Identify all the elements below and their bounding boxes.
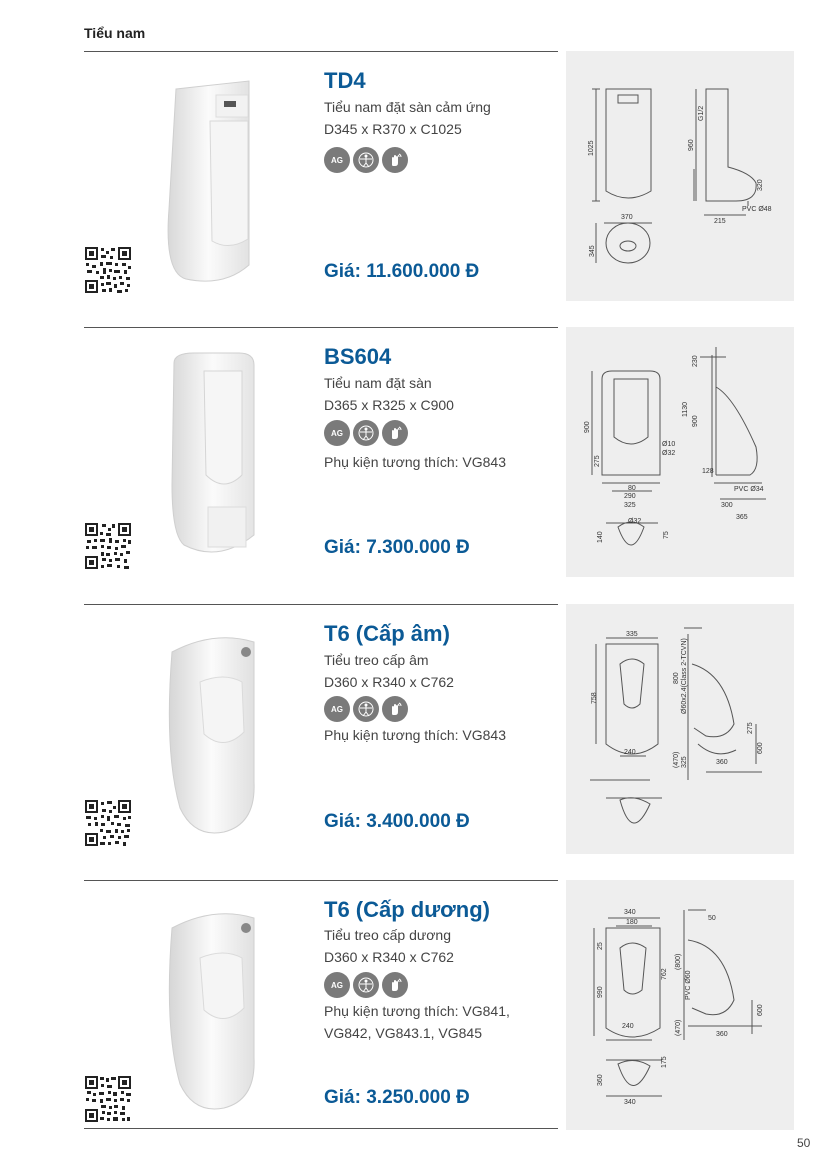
compatible-accessories-line1: Phụ kiện tương thích: VG841, — [324, 1003, 510, 1019]
antibacterial-ag-icon: AG — [324, 972, 350, 998]
compatible-accessories: Phụ kiện tương thích: VG843 — [324, 454, 506, 470]
vitruvian-icon — [353, 147, 379, 173]
dim-label: 275 — [747, 722, 754, 734]
feature-icons — [324, 147, 408, 173]
antibacterial-ag-icon: AG — [324, 696, 350, 722]
sensor-hand-icon — [382, 696, 408, 722]
dim-label: (800) — [675, 953, 682, 970]
dim-label: 215 — [714, 218, 726, 225]
dim-label: 140 — [597, 531, 604, 543]
dim-label: 340 — [624, 1099, 636, 1106]
dim-label: 365 — [736, 514, 748, 521]
product-photo — [124, 888, 324, 1124]
product-type: Tiểu nam đặt sàn cảm ứng — [324, 99, 491, 115]
dim-label: Ø32 — [662, 450, 676, 457]
compatible-accessories: Phụ kiện tương thích: VG843 — [324, 727, 506, 743]
product-price: Giá: 7.300.000 Đ — [324, 537, 470, 558]
divider — [84, 604, 558, 605]
technical-drawing — [566, 327, 794, 577]
technical-drawing — [566, 51, 794, 301]
sensor-hand-icon — [382, 147, 408, 173]
dim-label: 240 — [624, 749, 636, 756]
dim-label: 990 — [597, 986, 604, 998]
dim-label: 900 — [692, 415, 699, 427]
dim-label: Ø10 — [662, 441, 676, 448]
dim-label: 600 — [757, 742, 764, 754]
dim-label: 960 — [688, 139, 695, 151]
vitruvian-icon — [353, 420, 379, 446]
dim-label: 1130 — [682, 401, 689, 417]
product-photo — [124, 335, 324, 571]
product-description — [324, 372, 454, 416]
antibacterial-ag-icon: AG — [324, 420, 350, 446]
dim-label: 175 — [661, 1056, 668, 1068]
dim-label: 320 — [757, 179, 764, 191]
product-card-td4 — [84, 51, 794, 303]
product-type: Tiểu treo cấp dương — [324, 927, 451, 943]
dim-label: 360 — [597, 1074, 604, 1086]
dim-label: 300 — [721, 502, 733, 509]
compatible-accessories — [324, 1000, 510, 1044]
technical-drawing — [566, 880, 794, 1130]
dim-label: 128 — [702, 468, 714, 475]
product-type: Tiểu treo cấp âm — [324, 652, 429, 668]
qr-code[interactable] — [84, 799, 132, 847]
dim-label: 370 — [621, 214, 633, 221]
product-photo — [124, 612, 324, 848]
dim-label: (470) — [675, 1019, 682, 1036]
product-type: Tiểu nam đặt sàn — [324, 375, 432, 391]
dim-label: 240 — [622, 1023, 634, 1030]
dim-label: 758 — [591, 692, 598, 704]
dim-label: PVC Ø34 — [734, 486, 764, 493]
dim-label: 275 — [594, 455, 601, 467]
qr-code[interactable] — [84, 246, 132, 294]
product-description — [324, 96, 491, 140]
product-photo — [124, 59, 324, 295]
dim-label: 345 — [589, 245, 596, 257]
dim-label: Ø32 — [628, 518, 642, 525]
dim-label: PVC Ø48 — [742, 206, 772, 213]
dim-label: Ø60x2.4(Class 2-TCVN) — [681, 638, 688, 714]
dim-label: 230 — [692, 355, 699, 367]
product-card-t6-exposed — [84, 880, 794, 1132]
divider — [84, 1128, 558, 1129]
product-name: T6 (Cấp âm) — [324, 621, 450, 646]
dim-label: 80 — [628, 485, 636, 492]
dim-label: 25 — [597, 942, 604, 950]
dim-label: G1/2 — [698, 105, 705, 121]
page-number: 50 — [797, 1136, 811, 1150]
product-name: BS604 — [324, 344, 392, 369]
product-price: Giá: 3.400.000 Đ — [324, 811, 470, 832]
dim-label: 290 — [624, 493, 636, 500]
product-price: Giá: 11.600.000 Đ — [324, 261, 480, 282]
feature-icons — [324, 420, 408, 446]
compatible-accessories-line2: VG842, VG843.1, VG845 — [324, 1025, 482, 1041]
dim-label: PVC Ø60 — [685, 970, 692, 1000]
qr-code[interactable] — [84, 1075, 132, 1123]
sensor-hand-icon — [382, 420, 408, 446]
dim-label: 360 — [716, 1031, 728, 1038]
divider — [84, 327, 558, 328]
feature-icons — [324, 972, 408, 998]
dim-label: 600 — [757, 1004, 764, 1016]
feature-icons — [324, 696, 408, 722]
product-card-bs604 — [84, 327, 794, 579]
product-price: Giá: 3.250.000 Đ — [324, 1087, 470, 1108]
dim-label: 340 — [624, 909, 636, 916]
dim-label: 335 — [626, 631, 638, 638]
dim-label: 50 — [708, 915, 716, 922]
product-dimensions: D345 x R370 x C1025 — [324, 121, 462, 137]
divider — [84, 51, 558, 52]
dim-label: 75 — [663, 531, 670, 539]
antibacterial-ag-icon: AG — [324, 147, 350, 173]
dim-label: 800 — [673, 672, 680, 684]
technical-drawing — [566, 604, 794, 854]
dim-label: 325 — [624, 502, 636, 509]
dim-label: (470) — [673, 751, 680, 768]
dim-label: 360 — [716, 759, 728, 766]
section-title: Tiểu nam — [84, 25, 146, 41]
vitruvian-icon — [353, 972, 379, 998]
dim-label: 180 — [626, 919, 638, 926]
divider — [84, 880, 558, 881]
dim-label: 900 — [584, 421, 591, 433]
qr-code[interactable] — [84, 522, 132, 570]
product-name: T6 (Cấp dương) — [324, 897, 490, 922]
sensor-hand-icon — [382, 972, 408, 998]
product-name: TD4 — [324, 68, 366, 93]
product-dimensions: D360 x R340 x C762 — [324, 674, 454, 690]
product-card-t6-concealed — [84, 604, 794, 856]
product-dimensions: D360 x R340 x C762 — [324, 949, 454, 965]
vitruvian-icon — [353, 696, 379, 722]
dim-label: 762 — [661, 968, 668, 980]
product-dimensions: D365 x R325 x C900 — [324, 397, 454, 413]
dim-label: 325 — [681, 756, 688, 768]
dim-label: 1025 — [588, 140, 595, 156]
product-description — [324, 649, 454, 693]
product-description — [324, 924, 454, 968]
